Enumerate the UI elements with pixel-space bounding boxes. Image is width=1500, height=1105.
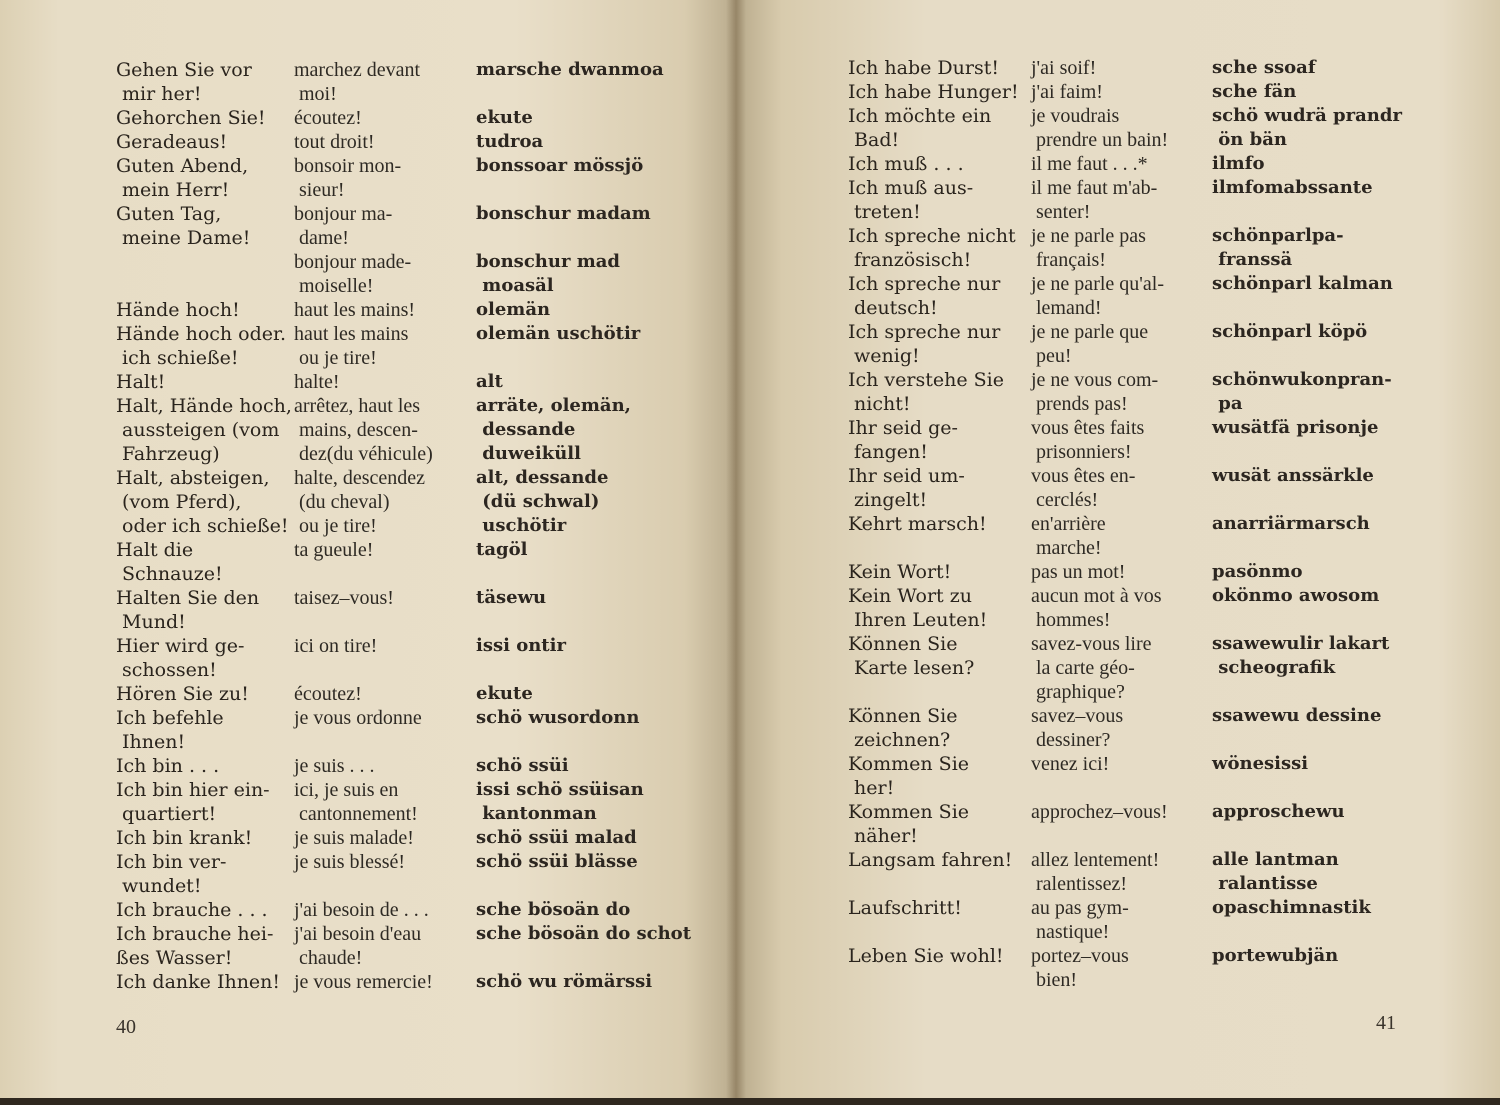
german-phrase: Hören Sie zu! <box>116 683 249 705</box>
french-phrase: aucun mot à vos hommes! <box>1031 585 1162 631</box>
pronunciation: bonssoar mössjö <box>476 155 644 176</box>
french-phrase: bonjour ma- dame! <box>294 203 393 249</box>
pronunciation: olemän uschötir <box>476 323 641 344</box>
pronunciation: schö wudrä prandr ön bän <box>1212 105 1402 150</box>
pronunciation: sche bösoän do <box>476 899 631 920</box>
french-phrase: ici, je suis en cantonnement! <box>294 779 418 825</box>
french-phrase: je ne vous com- prends pas! <box>1031 369 1159 415</box>
french-phrase: je voudrais prendre un bain! <box>1031 105 1169 151</box>
french-phrase: je vous ordonne <box>294 707 422 729</box>
french-phrase: j'ai soif! <box>1031 57 1097 79</box>
german-phrase: Ich bin ver- wundet! <box>116 851 227 897</box>
pronunciation: täsewu <box>476 587 547 608</box>
german-phrase: Langsam fahren! <box>848 849 1013 871</box>
pronunciation: okönmo awosom <box>1212 585 1380 606</box>
pronunciation: sche bösoän do schot <box>476 923 692 944</box>
right-page <box>736 0 1500 1098</box>
pronunciation: schönparlpa- franssä <box>1212 225 1344 270</box>
pronunciation: approschewu <box>1212 801 1345 822</box>
german-phrase: Kommen Sie her! <box>848 753 970 799</box>
french-phrase: vous êtes faits prisonniers! <box>1031 417 1145 463</box>
pronunciation: alle lantman ralantisse <box>1212 849 1339 894</box>
pronunciation: wusät anssärkle <box>1212 465 1374 486</box>
german-phrase: Ich muß aus- treten! <box>848 177 974 223</box>
french-phrase: allez lentement! ralentissez! <box>1031 849 1160 895</box>
german-phrase: Ich danke Ihnen! <box>116 971 281 993</box>
french-phrase: au pas gym- nastique! <box>1031 897 1129 943</box>
german-phrase: Laufschritt! <box>848 897 962 919</box>
pronunciation: schö ssüi <box>476 755 569 776</box>
pronunciation: olemän <box>476 299 551 320</box>
french-phrase: arrêtez, haut les mains, descen- dez(du véhicule) <box>294 395 433 465</box>
french-phrase: je suis malade! <box>294 827 414 849</box>
german-phrase: Guten Tag, meine Dame! <box>116 203 251 249</box>
pronunciation: schönparl kalman <box>1212 273 1393 294</box>
german-phrase: Ich brauche hei- ßes Wasser! <box>116 923 274 969</box>
french-phrase: marchez devant moi! <box>294 59 421 105</box>
german-phrase: Kommen Sie näher! <box>848 801 970 847</box>
german-phrase: Können Sie Karte lesen? <box>848 633 975 679</box>
french-phrase: bonjour made- moiselle! <box>294 251 412 297</box>
pronunciation: wönesissi <box>1212 753 1309 774</box>
german-phrase: Ich brauche . . . <box>116 899 268 921</box>
pronunciation: alt, dessande (dü schwal) uschötir <box>476 467 609 536</box>
pronunciation: ssawewulir lakart scheografik <box>1212 633 1390 678</box>
french-phrase: j'ai faim! <box>1031 81 1103 103</box>
french-phrase: je ne parle pas français! <box>1031 225 1146 271</box>
french-phrase: il me faut m'ab- senter! <box>1031 177 1158 223</box>
book-gutter <box>726 0 746 1098</box>
pronunciation: schönparl köpö <box>1212 321 1368 342</box>
german-phrase: Halten Sie den Mund! <box>116 587 260 633</box>
french-phrase: haut les mains ou je tire! <box>294 323 409 369</box>
pronunciation: issi schö ssüisan kantonman <box>476 779 644 824</box>
pronunciation: portewubjän <box>1212 945 1339 966</box>
german-phrase: Ich muß . . . <box>848 153 964 175</box>
french-phrase: pas un mot! <box>1031 561 1126 583</box>
right-entry-list <box>736 0 1500 1098</box>
french-phrase: je vous remercie! <box>294 971 433 993</box>
french-phrase: je ne parle que peu! <box>1031 321 1149 367</box>
french-phrase: portez–vous bien! <box>1031 945 1129 991</box>
german-phrase: Hände hoch oder. ich schieße! <box>116 323 287 369</box>
pronunciation: ekute <box>476 107 533 128</box>
german-phrase: Ich bin . . . <box>116 755 220 777</box>
german-phrase: Geradeaus! <box>116 131 228 153</box>
french-phrase: je suis blessé! <box>294 851 406 873</box>
pronunciation: ilmfomabssante <box>1212 177 1373 198</box>
pronunciation: pasönmo <box>1212 561 1303 582</box>
german-phrase: Halt! <box>116 371 166 393</box>
german-phrase: Gehorchen Sie! <box>116 107 266 129</box>
pronunciation: schö ssüi blässe <box>476 851 638 872</box>
french-phrase: halte, descendez (du cheval) ou je tire! <box>294 467 426 537</box>
french-phrase: haut les mains! <box>294 299 416 321</box>
left-page-number: 40 <box>116 1016 136 1038</box>
french-phrase: je ne parle qu'al- lemand! <box>1031 273 1164 319</box>
pronunciation: bonschur mad moasäl <box>476 251 620 296</box>
french-phrase: approchez–vous! <box>1031 801 1168 823</box>
pronunciation: tagöl <box>476 539 528 560</box>
pronunciation: sche fän <box>1212 81 1297 102</box>
pronunciation: alt <box>476 371 503 392</box>
pronunciation: ssawewu dessine <box>1212 705 1382 726</box>
french-phrase: je suis . . . <box>294 755 375 777</box>
french-phrase: halte! <box>294 371 340 393</box>
german-phrase: Kein Wort! <box>848 561 952 583</box>
german-phrase: Kein Wort zu Ihren Leuten! <box>848 585 988 631</box>
french-phrase: vous êtes en- cerclés! <box>1031 465 1136 511</box>
french-phrase: en'arrière marche! <box>1031 513 1106 559</box>
german-phrase: Halt, Hände hoch, aussteigen (vom Fahrzeug) <box>116 395 292 465</box>
german-phrase: Ihr seid um- zingelt! <box>848 465 965 511</box>
german-phrase: Hier wird ge- schossen! <box>116 635 245 681</box>
german-phrase: Ich möchte ein Bad! <box>848 105 992 151</box>
french-phrase: écoutez! <box>294 683 362 705</box>
french-phrase: ta gueule! <box>294 539 374 561</box>
german-phrase: Guten Abend, mein Herr! <box>116 155 249 201</box>
german-phrase: Leben Sie wohl! <box>848 945 1004 967</box>
pronunciation: schö wusordonn <box>476 707 640 728</box>
french-phrase: savez-vous lire la carte géo- graphique? <box>1031 633 1152 703</box>
german-phrase: Ich bin krank! <box>116 827 253 849</box>
pronunciation: schö ssüi malad <box>476 827 637 848</box>
french-phrase: écoutez! <box>294 107 362 129</box>
pronunciation: anarriärmarsch <box>1212 513 1370 534</box>
pronunciation: sche ssoaf <box>1212 57 1316 78</box>
german-phrase: Ich spreche nur wenig! <box>848 321 1001 367</box>
pronunciation: schönwukonpran- pa <box>1212 369 1392 414</box>
pronunciation: opaschimnastik <box>1212 897 1371 918</box>
pronunciation: schö wu römärssi <box>476 971 653 992</box>
left-page <box>0 0 736 1098</box>
german-phrase: Gehen Sie vor mir her! <box>116 59 252 105</box>
pronunciation: tudroa <box>476 131 544 152</box>
german-phrase: Ich verstehe Sie nicht! <box>848 369 1004 415</box>
pronunciation: marsche dwanmoa <box>476 59 664 80</box>
german-phrase: Ich habe Durst! <box>848 57 1000 79</box>
pronunciation: ekute <box>476 683 533 704</box>
german-phrase: Ich spreche nicht französisch! <box>848 225 1016 271</box>
german-phrase: Hände hoch! <box>116 299 240 321</box>
german-phrase: Halt die Schnauze! <box>116 539 223 585</box>
pronunciation: ilmfo <box>1212 153 1265 174</box>
german-phrase: Ihr seid ge- fangen! <box>848 417 958 463</box>
french-phrase: savez–vous dessiner? <box>1031 705 1124 751</box>
german-phrase: Können Sie zeichnen? <box>848 705 958 751</box>
book-edge <box>0 1098 1500 1105</box>
french-phrase: j'ai besoin d'eau chaude! <box>294 923 422 969</box>
french-phrase: j'ai besoin de . . . <box>294 899 429 921</box>
french-phrase: taisez–vous! <box>294 587 394 609</box>
pronunciation: bonschur madam <box>476 203 651 224</box>
pronunciation: issi ontir <box>476 635 566 656</box>
pronunciation: arräte, olemän, dessande duweiküll <box>476 395 631 464</box>
german-phrase: Halt, absteigen, (vom Pferd), oder ich schieße! <box>116 467 289 537</box>
french-phrase: venez ici! <box>1031 753 1110 775</box>
german-phrase: Ich spreche nur deutsch! <box>848 273 1001 319</box>
french-phrase: ici on tire! <box>294 635 378 657</box>
pronunciation: wusätfä prisonje <box>1212 417 1379 438</box>
left-entry-list <box>0 0 736 1098</box>
french-phrase: tout droit! <box>294 131 375 153</box>
german-phrase: Ich habe Hunger! <box>848 81 1019 103</box>
french-phrase: il me faut . . .* <box>1031 153 1148 175</box>
right-page-number: 41 <box>1376 1012 1396 1034</box>
french-phrase: bonsoir mon- sieur! <box>294 155 402 201</box>
german-phrase: Ich befehle Ihnen! <box>116 707 224 753</box>
german-phrase: Kehrt marsch! <box>848 513 987 535</box>
german-phrase: Ich bin hier ein- quartiert! <box>116 779 270 825</box>
